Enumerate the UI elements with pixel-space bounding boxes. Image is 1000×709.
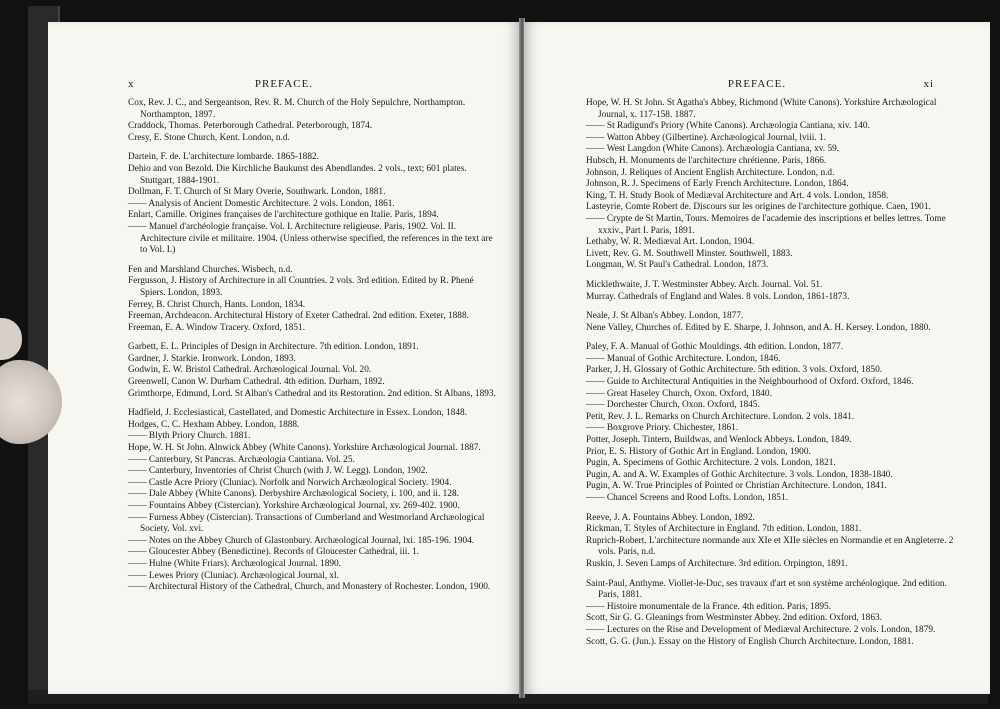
bibliography-entry: —— Guide to Architectural Antiquities in the Neighbourhood of Oxford. Oxford, 1846. <box>586 377 914 388</box>
bibliography-entry: —— Hulne (White Friars). Archæological Journal. 1890. <box>128 558 342 569</box>
bibliography-entry: Johnson, R. J. Specimens of Early French Architecture. London, 1864. <box>586 179 849 190</box>
bibliography-entry: —— Architectural History of the Cathedral, Church, and Monastery of Rochester. London, 1900. <box>128 582 491 593</box>
right-bibliography-list <box>586 98 966 648</box>
bibliography-entry: Grimthorpe, Edmund, Lord. St Alban's Cathedral and its Restoration. 2nd edition. St Albans, 1893. <box>128 388 496 399</box>
bibliography-entry: —— Manual of Gothic Architecture. London, 1846. <box>586 353 781 364</box>
bibliography-entry: —— Great Haseley Church, Oxon. Oxford, 1840. <box>586 388 772 399</box>
bibliography-entry: Dollman, F. T. Church of St Mary Overie, Southwark. London, 1881. <box>128 187 386 198</box>
bibliography-entry: Garbett, E. L. Principles of Design in Architecture. 7th edition. London, 1891. <box>128 342 419 353</box>
bibliography-entry: Murray. Cathedrals of England and Wales. 8 vols. London, 1861-1873. <box>586 291 850 302</box>
bibliography-entry: Neale, J. St Alban's Abbey. London, 1877. <box>586 311 744 322</box>
bibliography-entry: —— Castle Acre Priory (Cluniac). Norfolk and Norwich Archæological Society. 1904. <box>128 477 452 488</box>
bibliography-entry: —— Dale Abbey (White Canons). Derbyshire Archæological Society, i. 100, and ii. 128. <box>128 489 459 500</box>
bibliography-entry: Greenwell, Canon W. Durham Cathedral. 4th edition. Durham, 1892. <box>128 377 385 388</box>
bibliography-entry: Ruskin, J. Seven Lamps of Architecture. 3rd edition. Orpington, 1891. <box>586 558 848 569</box>
bibliography-entry: Parker, J. H. Glossary of Gothic Architecture. 5th edition. 3 vols. Oxford, 1850. <box>586 365 883 376</box>
bibliography-entry: Hubsch, H. Monuments de l'architecture chrétienne. Paris, 1866. <box>586 155 827 166</box>
bibliography-entry: Pugin, A. and A. W. Examples of Gothic Architecture. 3 vols. London, 1838-1840. <box>586 469 893 480</box>
bibliography-entry: —— Watton Abbey (Gilbertine). Archæological Journal, lviii. 1. <box>586 132 826 143</box>
bibliography-entry: —— St Radigund's Priory (White Canons). Archæologia Cantiana, xiv. 140. <box>586 121 870 132</box>
bibliography-entry: Nene Valley, Churches of. Edited by E. Sharpe, J. Johnson, and A. H. Kersey. London, 1880. <box>586 322 931 333</box>
bibliography-entry: Craddock, Thomas. Peterborough Cathedral. Peterborough, 1874. <box>128 121 373 132</box>
bibliography-entry: Scott, G. G. (Jun.). Essay on the History of English Church Architecture. London, 1881. <box>586 636 914 647</box>
bibliography-entry: —— Canterbury, St Pancras. Archæologia Cantiana. Vol. 25. <box>128 454 355 465</box>
bibliography-entry: —— Gloucester Abbey (Benedictine). Records of Gloucester Cathedral, iii. 1. <box>128 547 419 558</box>
bibliography-entry: Freeman, E. A. Window Tracery. Oxford, 1851. <box>128 322 306 333</box>
bibliography-entry: —— Histoire monumentale de la France. 4th edition. Paris, 1895. <box>586 601 832 612</box>
bibliography-entry: Cresy, E. Stone Church, Kent. London, n.d. <box>128 132 290 143</box>
bibliography-entry: Lethaby, W. R. Mediæval Art. London, 1904. <box>586 237 755 248</box>
bibliography-entry: Pugin, A. Specimens of Gothic Architecture. 2 vols. London, 1821. <box>586 458 836 469</box>
bibliography-entry: Paley, F. A. Manual of Gothic Mouldings. 4th edition. London, 1877. <box>586 342 844 353</box>
bibliography-entry: —— Boxgrove Priory. Chichester, 1861. <box>586 423 739 434</box>
bibliography-entry: —— Lewes Priory (Cluniac). Archæological Journal, xl. <box>128 570 339 581</box>
bibliography-entry: Freeman, Archdeacon. Architectural History of Exeter Cathedral. 2nd edition. Exeter, 1888. <box>128 311 469 322</box>
finger-shape <box>0 318 22 360</box>
bibliography-entry: —— Crypte de St Martin, Tours. Memoires de l'academie des inscriptions et belles lettres. Tome xxxiv., Part I. Paris, 1891. <box>586 213 946 236</box>
bibliography-entry: Lasteyrie, Comte Robert de. Discours sur les origines de l'architecture gothique. Caen, 1901. <box>586 202 931 213</box>
bibliography-entry: Petit, Rev. J. L. Remarks on Church Architecture. London. 2 vols. 1841. <box>586 411 855 422</box>
bibliography-entry: Potter, Joseph. Tintern, Buildwas, and Wenlock Abbeys. London, 1849. <box>586 435 852 446</box>
bibliography-entry: —— Analysis of Ancient Domestic Architecture. 2 vols. London, 1861. <box>128 198 395 209</box>
bibliography-entry: Reeve, J. A. Fountains Abbey. London, 1892. <box>586 512 755 523</box>
bibliography-entry: Fergusson, J. History of Architecture in all Countries. 2 vols. 3rd edition. Edited by R. Phené Spiers. London, 1893. <box>128 276 474 298</box>
left-bibliography-list <box>128 98 498 594</box>
bibliography-entry: Scott, Sir G. G. Gleanings from Westminster Abbey. 2nd edition. Oxford, 1863. <box>586 613 882 624</box>
bibliography-entry: —— Furness Abbey (Cistercian). Transactions of Cumberland and Westmorland Archæological Society. Vol. xvi. <box>128 512 485 535</box>
bibliography-entry: Prior, E. S. History of Gothic Art in England. London, 1900. <box>586 446 811 457</box>
bibliography-entry: —— Notes on the Abbey Church of Glastonbury. Archæological Journal, lxi. 185-196. 1904. <box>128 535 475 546</box>
left-running-title: PREFACE. <box>254 78 314 90</box>
bibliography-entry: Rickman, T. Styles of Architecture in England. 7th edition. London, 1881. <box>586 524 862 535</box>
bibliography-entry: Saint-Paul, Anthyme. Viollet-le-Duc, ses travaux d'art et son système archéologique. 2nd edition. Paris, 1881. <box>586 578 947 601</box>
bibliography-entry: —— Chancel Screens and Rood Lofts. London, 1851. <box>586 493 788 503</box>
bibliography-entry: Enlart, Camille. Origines françaises de l'architecture gothique en Italie. Paris, 1894. <box>128 210 439 221</box>
bibliography-entry: Dartein, F. de. L'architecture lombarde. 1865-1882. <box>128 152 319 163</box>
bibliography-entry: Gardner, J. Starkie. Ironwork. London, 1893. <box>128 353 296 364</box>
bibliography-entry: Ruprich-Robert. L'architecture normande aux XIe et XIIe siècles en Normandie et en Angleterre. 2 vols. Paris, n.d. <box>586 535 954 558</box>
bibliography-entry: —— Lectures on the Rise and Development of Mediæval Architecture. 2 vols. London, 1879. <box>586 624 936 635</box>
bibliography-entry: Longman, W. St Paul's Cathedral. London, 1873. <box>586 260 769 271</box>
bibliography-entry: Hadfield, J. Ecclesiastical, Castellated, and Domestic Architecture in Essex. London, 1848. <box>128 408 467 419</box>
bibliography-entry: —— Dorchester Church, Oxon. Oxford, 1845. <box>586 400 760 411</box>
bibliography-entry: Johnson, J. Reliques of Ancient English Architecture. London, n.d. <box>586 167 835 178</box>
bibliography-entry: Dehio and von Bezold. Die Kirchliche Baukunst des Abendlandes. 2 vols., text; 601 plates. Stuttgart, 1884-1901. <box>128 163 467 186</box>
bibliography-entry: Livett, Rev. G. M. Southwell Minster. Southwell, 1883. <box>586 248 793 259</box>
left-page <box>48 22 520 694</box>
left-page-number: x <box>128 78 135 90</box>
bibliography-entry: —— Canterbury, Inventories of Christ Church (with J. W. Legg). London, 1902. <box>128 466 428 477</box>
bibliography-entry: —— Fountains Abbey (Cistercian). Yorkshire Archæological Journal, xv. 269-402. 1900. <box>128 501 460 511</box>
bibliography-entry: King, T. H. Study Book of Mediæval Architecture and Art. 4 vols. London, 1858. <box>586 190 889 201</box>
right-page-number: xi <box>923 78 934 90</box>
right-running-title: PREFACE. <box>727 78 787 90</box>
right-page <box>524 22 990 694</box>
bibliography-entry: Fen and Marshland Churches. Wisbech, n.d. <box>128 264 293 275</box>
bibliography-entry: Ferrey, B. Christ Church, Hants. London, 1834. <box>128 299 306 310</box>
bibliography-entry: Micklethwaite, J. T. Westminster Abbey. Arch. Journal. Vol. 51. <box>586 279 823 290</box>
bibliography-entry: Cox, Rev. J. C., and Sergeantson, Rev. R. M. Church of the Holy Sepulchre, Northampton. Northampton, 1897. <box>128 98 466 120</box>
bibliography-entry: Hope, W. H. St John. St Agatha's Abbey, Richmond (White Canons). Yorkshire Archæological Journal, x. 117-158. 1887. <box>586 98 937 120</box>
bibliography-entry: —— Manuel d'archéologie française. Vol. I. Architecture religieuse. Paris, 1902. Vol. II. Architecture civile et militaire. 1904. (Unless otherwise specified, the references in the text are to Vol. I.) <box>128 221 493 256</box>
bibliography-entry: —— West Langdon (White Canons). Archæologia Cantiana, xv. 59. <box>586 144 840 155</box>
bibliography-entry: Godwin, E. W. Bristol Cathedral. Archæological Journal. Vol. 20. <box>128 365 372 376</box>
bibliography-entry: Pugin, A. W. True Principles of Pointed or Christian Architecture. London, 1841. <box>586 481 887 492</box>
bibliography-entry: —— Blyth Priory Church. 1881. <box>128 431 251 442</box>
bibliography-entry: Hodges, C. C. Hexham Abbey. London, 1888. <box>128 419 300 430</box>
bibliography-entry: Hope, W. H. St John. Alnwick Abbey (White Canons). Yorkshire Archæological Journal. 1887. <box>128 443 481 454</box>
